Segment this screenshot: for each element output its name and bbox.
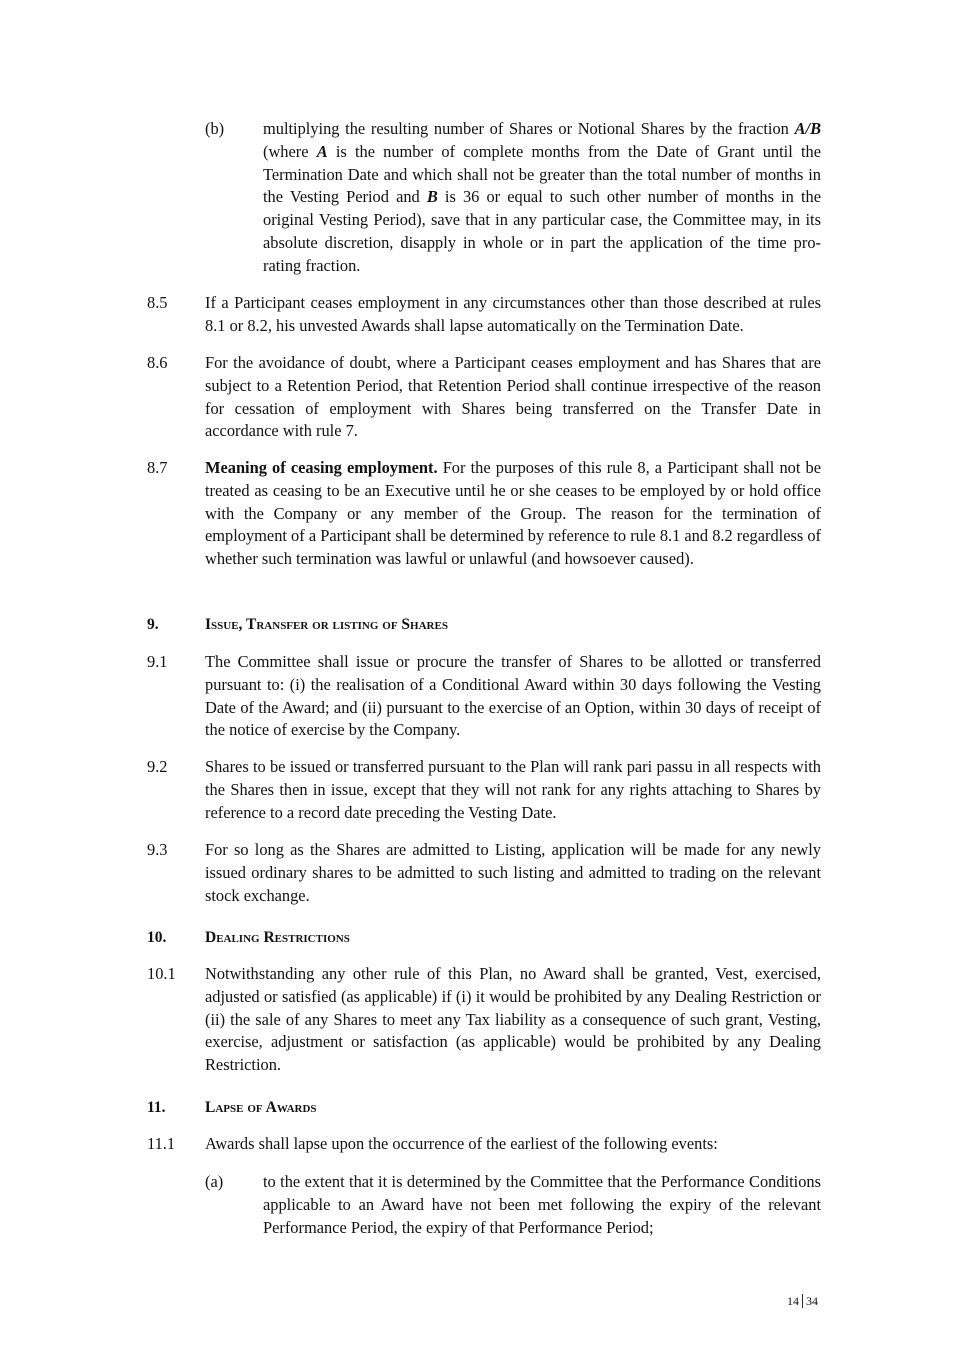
- rule-number-8-5: 8.5: [147, 293, 168, 312]
- rule-number-9-1: 9.1: [147, 652, 168, 671]
- section-heading-10: Dealing Restrictions: [205, 929, 350, 946]
- page-number-divider: [802, 1294, 803, 1308]
- subclause-label-b: (b): [205, 119, 225, 138]
- rule-number-8-6: 8.6: [147, 353, 168, 372]
- rule-number-9-2: 9.2: [147, 757, 168, 776]
- page-number: [787, 1294, 818, 1308]
- section-number-9: 9.: [147, 616, 159, 633]
- rule-number-11-1: 11.1: [147, 1134, 176, 1153]
- subclause-b-text: multiplying the resulting number of Shares or Notional Shares by the fraction A/B (where A is the number of complete months from the Date of Grant until the Termination Date and which shall not be greater than the total number of months in the Vesting Period and B is 36 or equal to such other number of months in the original Vesting Period), save that in any particular case, the Committee may, in its absolute discretion, disapply in whole or in part the application of the time pro-rating fraction.: [263, 119, 821, 275]
- page-number-current: 14: [787, 1294, 799, 1308]
- section-heading-11: Lapse of Awards: [205, 1099, 317, 1116]
- rule-number-8-7: 8.7: [147, 458, 168, 477]
- rule-number-9-3: 9.3: [147, 840, 168, 859]
- page-number-total: 34: [806, 1294, 818, 1308]
- subclause-label-a: (a): [205, 1172, 224, 1191]
- section-number-11: 11.: [147, 1099, 166, 1116]
- rule-number-10-1: 10.1: [147, 964, 176, 983]
- section-number-10: 10.: [147, 929, 167, 946]
- rule-9-1-text: The Committee shall issue or procure the transfer of Shares to be allotted or transferred pursuant to: (i) the realisation of a Conditional Award within 30 days following the Vesting Date of the Award; and (ii) pursuant to the exercise of an Option, within 30 days of receipt of the notice of exercise by the Company.: [205, 652, 821, 740]
- rule-9-2-text: Shares to be issued or transferred pursuant to the Plan will rank pari passu in all respects with the Shares then in issue, except that they will not rank for any rights attaching to Shares by reference to a record date preceding the Vesting Date.: [205, 757, 821, 822]
- rule-10-1-text: Notwithstanding any other rule of this Plan, no Award shall be granted, Vest, exercised, adjusted or satisfied (as applicable) if (i) it would be prohibited by any Dealing Restriction or (ii) the sale of any Shares to meet any Tax liability as a consequence of such grant, Vesting, exercise, adjustment or satisfaction (as applicable) would be prohibited by any Dealing Restriction.: [205, 964, 821, 1075]
- rule-11-1-text: Awards shall lapse upon the occurrence of the earliest of the following events:: [205, 1134, 718, 1153]
- rule-8-5-text: If a Participant ceases employment in any circumstances other than those described at rules 8.1 or 8.2, his unvested Awards shall lapse automatically on the Termination Date.: [205, 293, 821, 335]
- rule-8-6-text: For the avoidance of doubt, where a Participant ceases employment and has Shares that are subject to a Retention Period, that Retention Period shall continue irrespective of the reason for cessation of employment with Shares being transferred on the Transfer Date in accordance with rule 7.: [205, 353, 821, 441]
- rule-9-3-text: For so long as the Shares are admitted to Listing, application will be made for any newly issued ordinary shares to be admitted to such listing and admitted to trading on the relevant stock exchange.: [205, 840, 821, 905]
- rule-8-7-title: Meaning of ceasing employment.: [205, 458, 438, 477]
- section-heading-9: Issue, Transfer or listing of Shares: [205, 616, 448, 633]
- rule-8-7-text: Meaning of ceasing employment. For the purposes of this rule 8, a Participant shall not be treated as ceasing to be an Executive until he or she ceases to be employed by or hold office with the Company or any member of the Group. The reason for the termination of employment of a Participant shall be determined by reference to rule 8.1 and 8.2 regardless of whether such termination was lawful or unlawful (and howsoever caused).: [205, 458, 821, 569]
- subclause-a-text: to the extent that it is determined by the Committee that the Performance Conditions applicable to an Award have not been met following the expiry of the relevant Performance Period, the expiry of that Performance Period;: [263, 1172, 821, 1237]
